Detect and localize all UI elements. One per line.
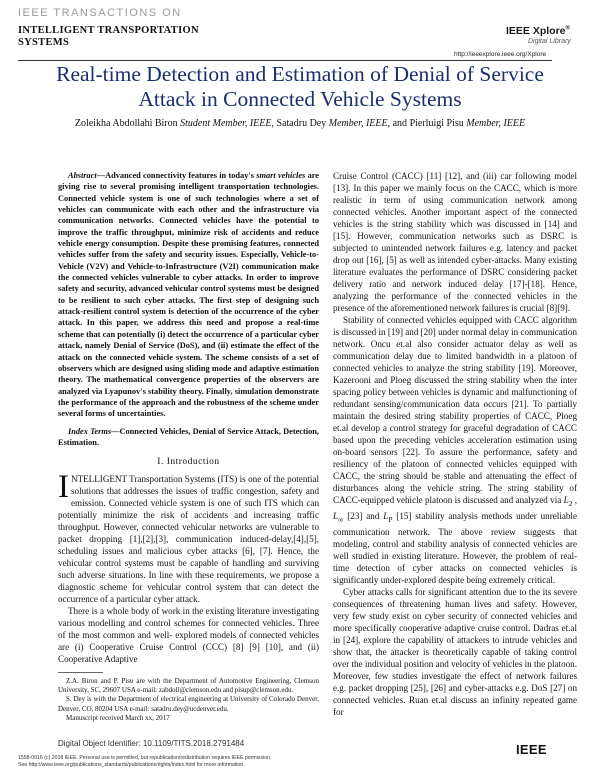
abstract: Abstract—Advanced connectivity features in today's smart vehicles are giving rise to several promising intelligent transportation technologies. Connected vehicle system is one of such technologies where a set of vehicles can communicate with each other and the infrastructure via communication networks. Connected vehicles have the potential to improve the traffic throughput, minimize risk of accidents and reduce vehicle energy consumption. Despite these promising features, connected vehicles suffer from the safety and security issues. Especially, Vehicle-to-Vehicle (V2V) and Vehicle-to-Infrastructure (V2I) communication make the connected vehicles vulnerable to cyber attacks. In order to improve safety and security, advanced vehicular control systems must be designed to be resilient to such cyber attacks. The first step of designing such attack-resilient control system is detection of the occurrence of the cyber attack. In this paper, we address this need and propose a real-time scheme that can potentially (i) detect the occurrence of a particular cyber attack, namely Denial of Service (DoS), and (ii) estimate the effect of the attack on the connected vehicle system. The scheme consists of a set of observers which are designed using sliding mode and adaptive estimation theory. The mathematical convergence properties of the observers are analyzed via Lyapunov's stability theory. Finally, simulation demonstrate the performance of the approach and the robustness of the scheme under several forms of uncertainties.	[58, 171, 319, 419]
intro-paragraph-1: INTELLIGENT Transportation Systems (ITS) is one of the potential solutions that addresses the issues of traffic congestion, safety and emission. Connected vehicle system is one of such ITS which can potentially minimize the risk of accidents and increasing traffic throughput. However, connected vehicular networks are vulnerable to packet dropping [1],[2],[3], communication induced-delay,[4],[5], scheduling issues and malicious cyber attacks [6], [7]. Hence, the vehicular control systems must be capable of handling and surviving such adverse situations. In line with these requirements, we propose a diagnostic scheme for vehicular control system that can detect the occurrence of a particular cyber attack.	[58, 469, 319, 605]
body-paragraph-3: Cyber attacks calls for significant attention due to the its severe consequences of threatening human lives and safety. However, very few study exist on cyber security of connected vehicles and more specifically cooperative adaptive cruise control. Dadras et.al in [24], explore the capability of attackers to intrude vehicles and show that, the attacker is theoretically capable of taking control over the individual position and velocity of vehicles in the platoon. Moreover, few studies investigate the effect of network failures e.g. packet dropping [25], [26] and cyber-attacks e.g. DoS [27] on connected vehicles. Ruan et.al discuss an infinity repeated game for	[333, 586, 577, 717]
xplore-url-link[interactable]: http://ieeexplore.ieee.org/Xplore	[454, 51, 547, 58]
author-name: Pierluigi Pisu	[409, 118, 464, 129]
right-column	[333, 170, 577, 718]
footnote-divider	[58, 672, 103, 673]
copyright-notice: 1558-0016 (c) 2018 IEEE. Personal use is permitted, but republication/redistribution requires IEEE permission. See http://www.ieee.org/publications_standards/publications/rights/index.html for more information.	[18, 755, 272, 768]
body-paragraph-2: Stability of connected vehicles equipped with CACC algorithm is discussed in [19] and [20] under normal delay in communication network. Oncu et.al also consider actuator delay as well as communication delay due to limited bandwidth in a platoon of connected vehicles to analyze the string stability [19]. Moreover, Kazerooni and Ploeg discussed the string stability when the inter spacing policy between vehicles is dynamic and malfunctioning of redundant sensing/communication data occurs [21]. To partially maintain the desired string stability properties of CACC, Ploeg et.al develop a control strategy for graceful degradation of CACC based upon the preceding vehicles acceleration estimation using on-board sensors [22]. To assure the performance, safety and resiliency of the platoon of connected vehicles equipped with CACC, the string should be stable and attenuating the effect of disturbances along the vehicle string. The string stability of CACC-equipped vehicle platoon is discussed and analyzed via $L_2$ , $L_\infty$ [23] and $L_P$ [15] stability analysis methods under unreliable communication network. The above review suggests that modeling, control and stability analysis of connected vehicles are well studied in existing literature. However, the problem of real-time detection of cyber attacks on connected vehicles is significantly under-explored despite being extremely critical.	[333, 315, 577, 585]
doi-identifier: Digital Object Identifier: 10.1109/TITS.2018.2791484	[58, 739, 245, 748]
digital-library-label: Digital Library	[528, 38, 571, 45]
journal-name-line2: SYSTEMS	[18, 37, 70, 48]
index-terms-label: Index Terms	[68, 426, 112, 436]
ieee-xplore-logo: IEEE Xplore®	[506, 25, 570, 37]
author-list: Zoleikha Abdollahi Biron Student Member, IEEE, Satadru Dey Member, IEEE, and Pierluigi Pisu Member, IEEE	[74, 118, 526, 129]
author-name: Zoleikha Abdollahi Biron	[74, 118, 178, 129]
intro-paragraph-2: There is a whole body of work in the existing literature investigating various modelling and control schemes for connected vehicles. Three of the most common and well- explored models of connected vehicles are (i) Cooperative Cruise Control (CCC) [8] [9] [10], and (ii) Cooperative Adaptive	[58, 606, 319, 665]
header-divider	[18, 60, 552, 61]
journal-transactions-label: IEEE TRANSACTIONS ON	[18, 7, 182, 19]
body-paragraph-1: Cruise Control (CACC) [11] [12], and (iii) car following model [13]. In this paper we mainly focus on the CACC, which is more realistic in term of using communication network among connected vehicles. Another important aspect of the connected vehicles is the string stability which was discussed in [14] and [15]. However, communication networks such as DSRC is subjected to unintended network failures e.g. latency and packet drop out [16], [5] as well as intended cyber-attacks. Many existing literature evaluates the performance of DSRC considering packet delivery ratio and network induced delay [17]-[18]. Hence, analyzing the performance of the connected vehicles in the presence of the aforementioned network failures is crucial [8][9].	[333, 171, 577, 313]
index-terms: Index Terms—Connected Vehicles, Denial of Service Attack, Detection, Estimation.	[58, 426, 319, 447]
footnote-affiliation-1: Z.A. Biron and P. Pisu are with the Department of Automotive Engineering, Clemson University, SC, 29607 USA e-mail: zabdoll@clemson.edu and pisup@clemson.edu.	[58, 677, 319, 695]
ieee-logo: IEEE	[516, 742, 547, 757]
footnote-manuscript-date: Manuscript received March xx, 2017	[66, 713, 170, 722]
abstract-label: Abstract	[68, 171, 97, 180]
footnote-affiliation-2: S. Dey is with the Department of electrical engineering at University of Colorado Denver, Denver, CO, 80204 USA e-mail: satadru.dey@ucdenver.edu.	[58, 695, 319, 713]
author-name: Satadru Dey	[276, 118, 327, 129]
author-role: Member, IEEE	[466, 118, 526, 129]
author-role: Student Member, IEEE	[180, 118, 272, 129]
paper-title: Real-time Detection and Estimation of Denial of Service Attack in Connected Vehicle Systems	[56, 62, 544, 111]
left-column	[58, 170, 319, 665]
footnotes	[58, 677, 319, 723]
section-heading-introduction: I. Introduction	[157, 457, 220, 468]
journal-name-line1: INTELLIGENT TRANSPORTATION	[18, 25, 199, 36]
author-role: Member, IEEE	[328, 118, 388, 129]
drop-cap: I	[58, 469, 69, 506]
